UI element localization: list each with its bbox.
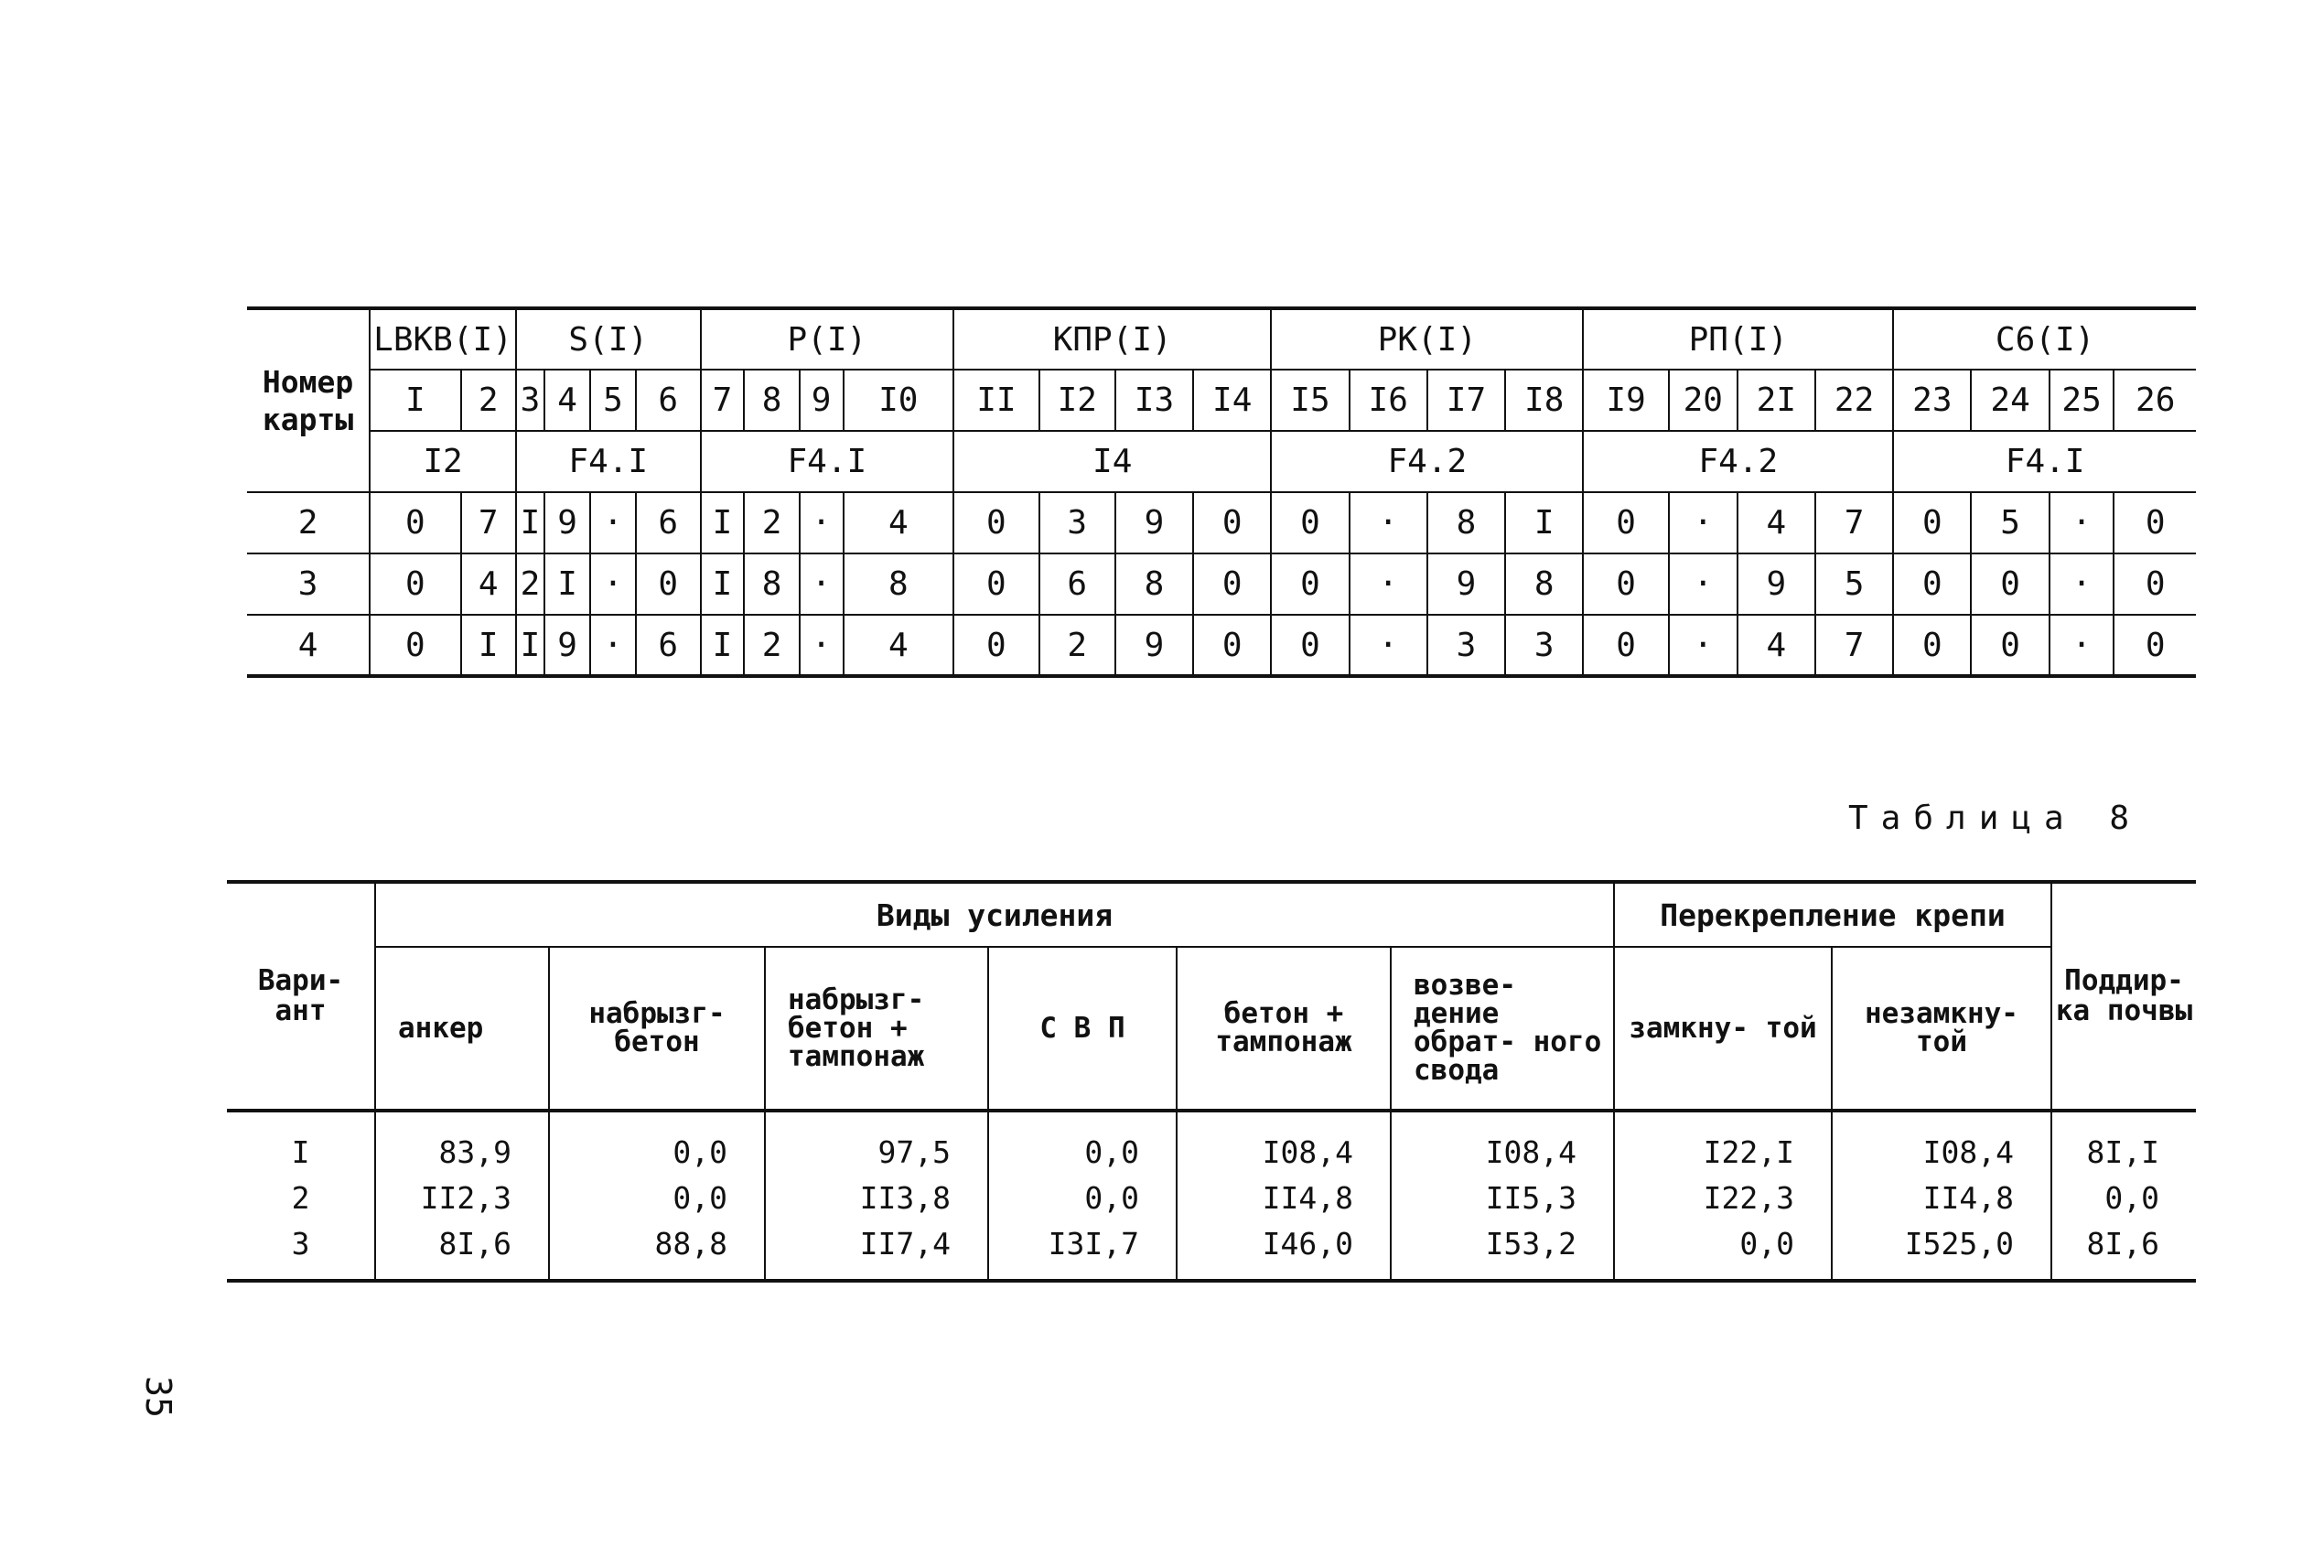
table-cell: 9 <box>1427 553 1505 615</box>
value-cell: II4,8 <box>1832 1175 2051 1220</box>
table-cell: 0 <box>1893 492 1971 553</box>
column-number: 23 <box>1893 370 1971 431</box>
column-number: 3 <box>516 370 544 431</box>
table-cell: 8 <box>1115 553 1193 615</box>
value-cell: II2,3 <box>375 1175 549 1220</box>
column-number: I6 <box>1350 370 1427 431</box>
table-cell: 0 <box>1971 553 2049 615</box>
column-header: С В П <box>988 947 1177 1111</box>
table-cell: 3 <box>1039 492 1115 553</box>
variant-cell: 2 <box>227 1175 375 1220</box>
row-header-card-number: Номер карты <box>247 308 370 492</box>
table-cell: · <box>800 615 844 676</box>
format-cell: F4.I <box>701 431 954 492</box>
group-header: С6(I) <box>1893 308 2196 370</box>
value-cell: I22,I <box>1614 1111 1832 1175</box>
column-number: 25 <box>2050 370 2114 431</box>
table-cell: 4 <box>844 615 954 676</box>
table-cell: 7 <box>461 492 516 553</box>
table-cell: · <box>2050 492 2114 553</box>
value-cell: 0,0 <box>2051 1175 2196 1220</box>
table-cell: 2 <box>1039 615 1115 676</box>
table-cell: 8 <box>744 553 799 615</box>
table-cell: 0 <box>1583 553 1669 615</box>
column-number: I2 <box>1039 370 1115 431</box>
value-cell: I22,3 <box>1614 1175 1832 1220</box>
value-cell: I08,4 <box>1391 1111 1614 1175</box>
column-header: анкер <box>375 947 549 1111</box>
table-cell: 0 <box>370 615 461 676</box>
column-number: 22 <box>1815 370 1893 431</box>
table-cell: 0 <box>2114 615 2196 676</box>
table-cell: I <box>516 615 544 676</box>
table-cell: 0 <box>1193 492 1271 553</box>
table-cell: 0 <box>953 553 1039 615</box>
table-cell: 9 <box>544 615 590 676</box>
format-cell: F4.2 <box>1271 431 1583 492</box>
page-number: 35 <box>137 1376 178 1418</box>
value-cell: 83,9 <box>375 1111 549 1175</box>
value-cell: 0,0 <box>988 1111 1177 1175</box>
table-cell: · <box>800 553 844 615</box>
table-cell: 2 <box>516 553 544 615</box>
format-cell: F4.I <box>516 431 701 492</box>
column-number: I4 <box>1193 370 1271 431</box>
table-cell: · <box>1350 615 1427 676</box>
value-cell: 0,0 <box>549 1175 765 1220</box>
table-cell: 0 <box>1271 553 1349 615</box>
column-number: I0 <box>844 370 954 431</box>
table-cell: 0 <box>1271 615 1349 676</box>
value-cell: I3I,7 <box>988 1220 1177 1281</box>
table-cell: 0 <box>636 553 701 615</box>
column-number: 6 <box>636 370 701 431</box>
column-number: I7 <box>1427 370 1505 431</box>
value-cell: I08,4 <box>1832 1111 2051 1175</box>
table-cell: I <box>701 553 745 615</box>
value-cell: 8I,I <box>2051 1111 2196 1175</box>
group-header: КПР(I) <box>953 308 1271 370</box>
value-cell: 8I,6 <box>2051 1220 2196 1281</box>
table-cell: 9 <box>1738 553 1815 615</box>
table-cell: 9 <box>1115 492 1193 553</box>
table-cell: · <box>800 492 844 553</box>
group-header: LBKB(I) <box>370 308 516 370</box>
card-format-table <box>247 306 2196 678</box>
format-cell: I4 <box>953 431 1271 492</box>
column-number: 5 <box>590 370 636 431</box>
column-number: I5 <box>1271 370 1349 431</box>
table-cell: 6 <box>636 615 701 676</box>
value-cell: I46,0 <box>1177 1220 1391 1281</box>
table-cell: 8 <box>844 553 954 615</box>
table-cell: · <box>2050 615 2114 676</box>
value-cell: I53,2 <box>1391 1220 1614 1281</box>
column-number: 2I <box>1738 370 1815 431</box>
table-cell: 0 <box>1583 615 1669 676</box>
table-cell: I <box>1505 492 1583 553</box>
value-cell: I525,0 <box>1832 1220 2051 1281</box>
column-number: 26 <box>2114 370 2196 431</box>
group-header-resupport: Перекрепление крепи <box>1614 882 2051 947</box>
table-cell: · <box>1669 553 1738 615</box>
reinforcement-table <box>227 880 2196 1283</box>
table-cell: 4 <box>1738 492 1815 553</box>
table-cell: 0 <box>370 553 461 615</box>
value-cell: 0,0 <box>549 1111 765 1175</box>
table-cell: · <box>1669 492 1738 553</box>
value-cell: 0,0 <box>1614 1220 1832 1281</box>
column-number: 7 <box>701 370 745 431</box>
value-cell: 97,5 <box>765 1111 988 1175</box>
column-header: возве- дение обрат- ного свода <box>1391 947 1614 1111</box>
group-header: РП(I) <box>1583 308 1893 370</box>
table-cell: 0 <box>370 492 461 553</box>
table-cell: 4 <box>461 553 516 615</box>
value-cell: 0,0 <box>988 1175 1177 1220</box>
table-cell: 0 <box>2114 492 2196 553</box>
table-cell: 0 <box>1271 492 1349 553</box>
group-header: S(I) <box>516 308 701 370</box>
table-cell: 8 <box>1505 553 1583 615</box>
table-caption: Таблица 8 <box>1848 800 2143 837</box>
group-header-reinforcement: Виды усиления <box>375 882 1614 947</box>
table-cell: 8 <box>1427 492 1505 553</box>
table-cell: 9 <box>1115 615 1193 676</box>
table-cell: I <box>544 553 590 615</box>
card-number: 4 <box>247 615 370 676</box>
table-cell: · <box>1350 492 1427 553</box>
column-number: 24 <box>1971 370 2049 431</box>
table-cell: · <box>1669 615 1738 676</box>
table-cell: 0 <box>953 615 1039 676</box>
table-cell: 0 <box>1193 615 1271 676</box>
table-cell: · <box>590 553 636 615</box>
column-number: 9 <box>800 370 844 431</box>
table-cell: 0 <box>1893 553 1971 615</box>
column-number: 20 <box>1669 370 1738 431</box>
table-cell: 4 <box>844 492 954 553</box>
table-cell: 4 <box>1738 615 1815 676</box>
variant-cell: I <box>227 1111 375 1175</box>
table-cell: 0 <box>1583 492 1669 553</box>
column-header: бетон + тампонаж <box>1177 947 1391 1111</box>
table-cell: 3 <box>1427 615 1505 676</box>
format-cell: I2 <box>370 431 516 492</box>
value-cell: II7,4 <box>765 1220 988 1281</box>
table-cell: · <box>2050 553 2114 615</box>
value-cell: II5,3 <box>1391 1175 1614 1220</box>
table-cell: 7 <box>1815 615 1893 676</box>
table-cell: · <box>1350 553 1427 615</box>
table-cell: 0 <box>1971 615 2049 676</box>
table-cell: 2 <box>744 492 799 553</box>
floor-support-header: Поддир- ка почвы <box>2051 882 2196 1111</box>
value-cell: II4,8 <box>1177 1175 1391 1220</box>
variant-header: Вари- ант <box>227 882 375 1111</box>
table-cell: I <box>701 492 745 553</box>
table-cell: 7 <box>1815 492 1893 553</box>
table-cell: · <box>590 615 636 676</box>
table-cell: I <box>516 492 544 553</box>
table-cell: 5 <box>1971 492 2049 553</box>
table-cell: 5 <box>1815 553 1893 615</box>
variant-cell: 3 <box>227 1220 375 1281</box>
column-header: замкну- той <box>1614 947 1832 1111</box>
table-cell: 6 <box>1039 553 1115 615</box>
column-header: незамкну- той <box>1832 947 2051 1111</box>
table-cell: 2 <box>744 615 799 676</box>
column-header: набрызг- бетон + тампонаж <box>765 947 988 1111</box>
card-number: 2 <box>247 492 370 553</box>
column-number: I <box>370 370 461 431</box>
value-cell: I08,4 <box>1177 1111 1391 1175</box>
value-cell: II3,8 <box>765 1175 988 1220</box>
column-number: I8 <box>1505 370 1583 431</box>
table-cell: 0 <box>1893 615 1971 676</box>
column-number: 8 <box>744 370 799 431</box>
column-header: набрызг- бетон <box>549 947 765 1111</box>
value-cell: 8I,6 <box>375 1220 549 1281</box>
table-cell: I <box>461 615 516 676</box>
card-number: 3 <box>247 553 370 615</box>
column-number: I9 <box>1583 370 1669 431</box>
table-cell: 0 <box>953 492 1039 553</box>
format-cell: F4.2 <box>1583 431 1893 492</box>
table-cell: 0 <box>1193 553 1271 615</box>
table-cell: 6 <box>636 492 701 553</box>
value-cell: 88,8 <box>549 1220 765 1281</box>
table-cell: · <box>590 492 636 553</box>
format-cell: F4.I <box>1893 431 2196 492</box>
column-number: I3 <box>1115 370 1193 431</box>
table-cell: I <box>701 615 745 676</box>
group-header: P(I) <box>701 308 954 370</box>
group-header: РК(I) <box>1271 308 1583 370</box>
table-cell: 3 <box>1505 615 1583 676</box>
table-cell: 0 <box>2114 553 2196 615</box>
table-cell: 9 <box>544 492 590 553</box>
column-number: 2 <box>461 370 516 431</box>
column-number: 4 <box>544 370 590 431</box>
column-number: II <box>953 370 1039 431</box>
